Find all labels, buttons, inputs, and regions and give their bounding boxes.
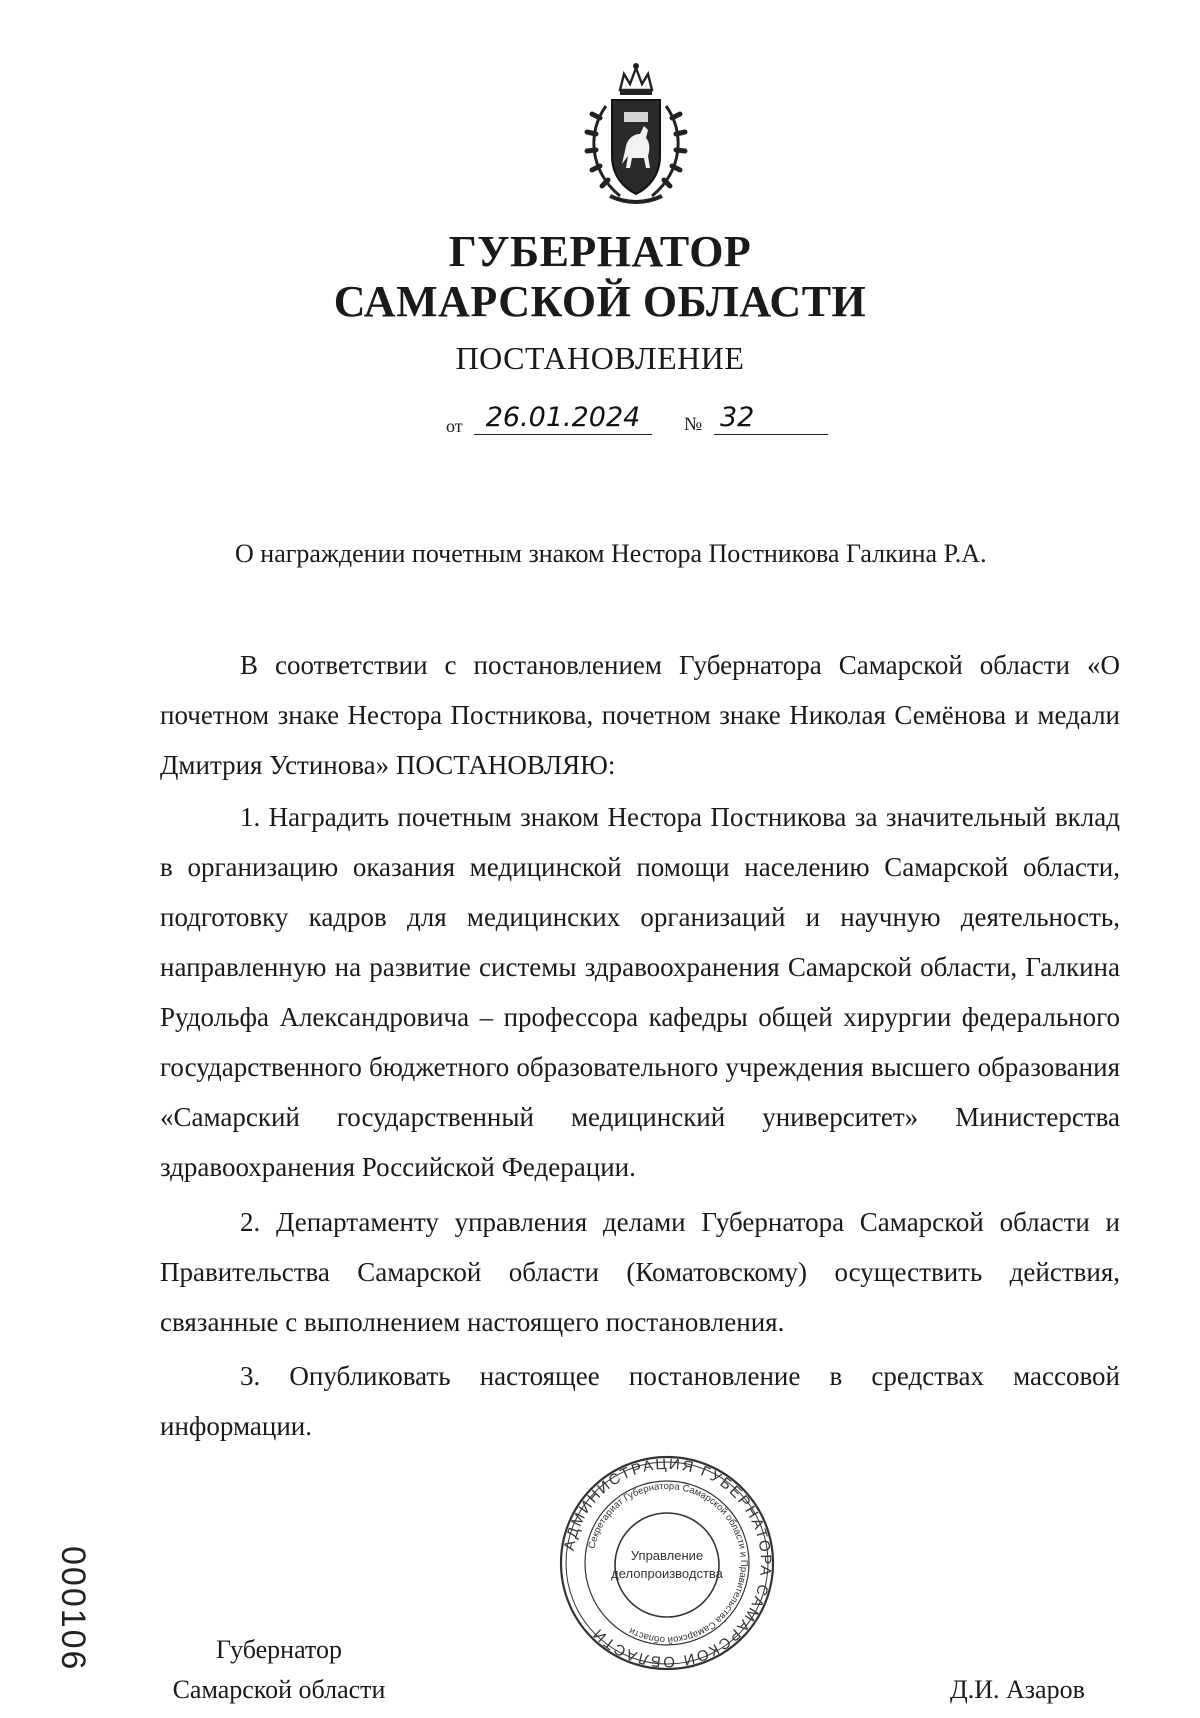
document-type: ПОСТАНОВЛЕНИЕ: [455, 340, 745, 376]
signatory-position: [160, 1630, 398, 1710]
stamp-inner-line2: делопроизводства: [611, 1566, 723, 1581]
signatory-position-line2: Самарской области: [172, 1675, 386, 1704]
date-number-line: [446, 402, 846, 442]
date-prefix: от: [446, 416, 463, 436]
serial-number: 000106: [54, 1546, 92, 1672]
body-intro: В соответствии с постановлением Губернатора Самарской области «О почетном знаке Нестора Постникова, почетном знаке Николая Семёнова и медали Дмитрия Устинова» ПОСТАНОВЛЯЮ:: [160, 650, 1120, 780]
document-number: 32: [714, 402, 828, 435]
document-body: [160, 640, 1120, 1451]
document-subject: О награждении почетным знаком Нестора Постникова Галкина Р.А.: [235, 539, 987, 568]
body-item-3: 3. Опубликовать настоящее постановление в средствах массовой информации.: [160, 1361, 1120, 1441]
number-prefix: №: [684, 414, 703, 435]
issuer-title-line1: ГУБЕРНАТОР: [448, 227, 752, 276]
stamp-outer-text: АДМИНИСТРАЦИЯ ГУБЕРНАТОРА САМАРСКОЙ ОБЛАСТИ: [560, 1455, 775, 1671]
document-date: 26.01.2024: [474, 402, 652, 435]
official-stamp: [558, 1454, 776, 1672]
stamp-inner-line1: Управление: [630, 1548, 704, 1563]
body-item-1: 1. Наградить почетным знаком Нестора Постникова за значительный вклад в организацию оказания медицинской помощи населению Самарской области, подготовку кадров для медицинских организаций и научную деятельность, направленную на развитие системы здравоохранения Самарской области, Галкина Рудольфа Александровича – профессора кафедры общей хирургии федерального государственного бюджетного образовательного учреждения высшего образования «Самарский государственный медицинский университет» Министерства здравоохранения Российской Федерации.: [160, 802, 1120, 1182]
issuer-title-line2: САМАРСКОЙ ОБЛАСТИ: [333, 277, 867, 326]
signatory-position-line1: Губернатор: [216, 1635, 342, 1664]
svg-text:Секретариат Губернатора Самарс: [586, 1481, 749, 1645]
signatory-name: Д.И. Азаров: [950, 1675, 1085, 1704]
coat-of-arms-emblem: [576, 60, 696, 210]
stamp-middle-text: Секретариат Губернатора Самарской области и Правительства Самарской области: [586, 1480, 750, 1646]
body-item-2: 2. Департаменту управления делами Губернатора Самарской области и Правительства Самарской области (Коматовскому) осуществить действия, связанные с выполнением настоящего постановления.: [160, 1207, 1120, 1337]
